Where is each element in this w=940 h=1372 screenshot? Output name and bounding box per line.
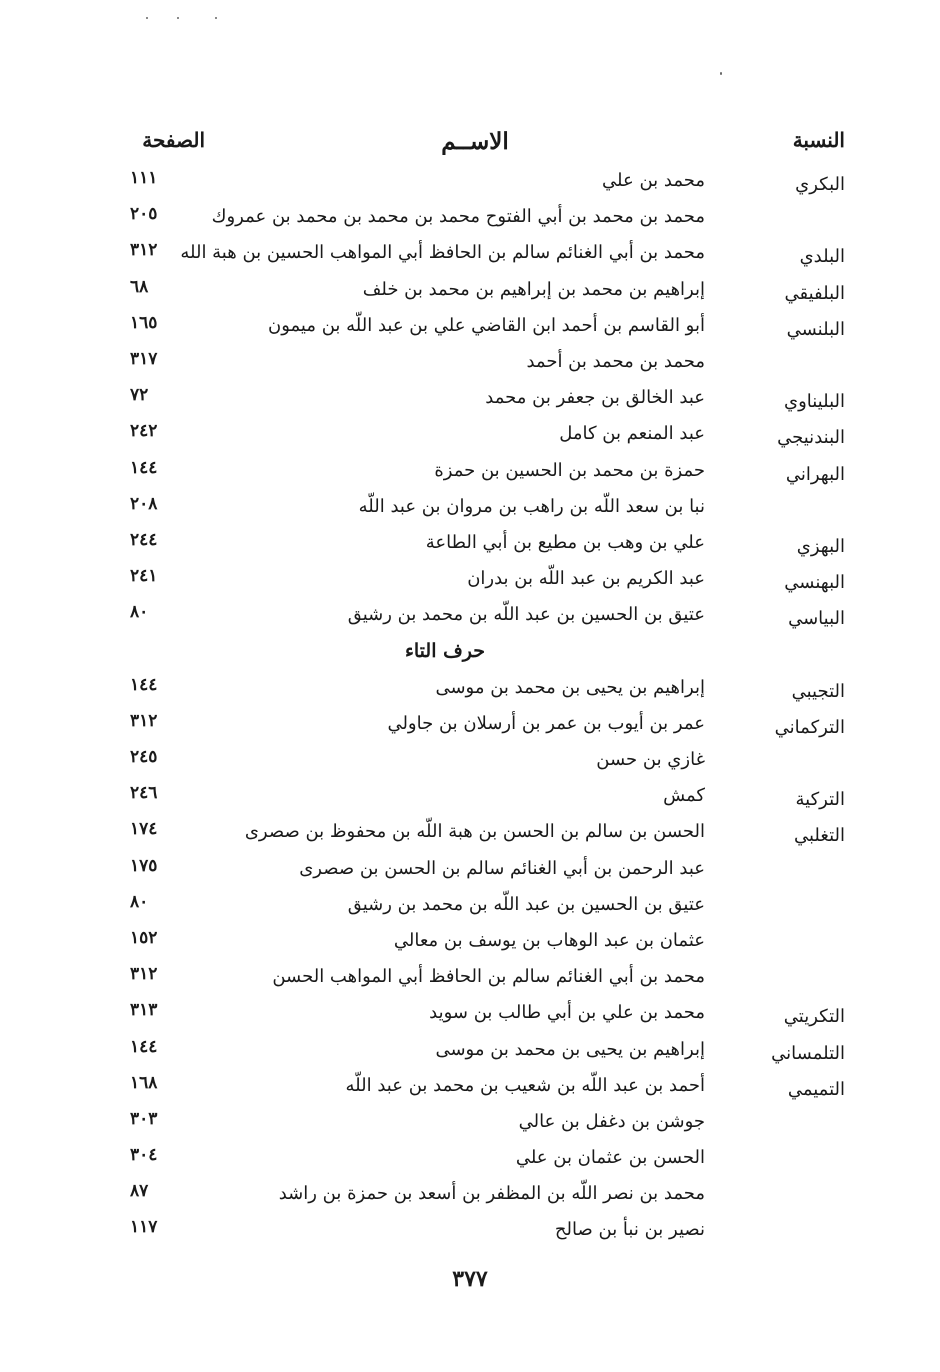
name-cell: إبراهيم بن يحيى بن محمد بن موسى	[435, 1038, 705, 1060]
name-cell: محمد بن علي	[602, 170, 705, 191]
name-cell: عتيق بن الحسين بن عبد اللّه بن محمد بن رشيق	[347, 604, 705, 626]
page-cell: ٣٠٤	[130, 1145, 158, 1166]
table-row	[100, 890, 845, 926]
nisba-cell: البهنسي	[784, 572, 845, 594]
page-cell: ١١١	[130, 168, 158, 188]
table-row	[100, 166, 845, 202]
name-cell: عبد المنعم بن كامل	[559, 423, 705, 445]
page-cell: ٨٠	[130, 891, 149, 912]
table-row	[100, 492, 845, 528]
name-cell: الحسن بن سالم بن الحسن بن هبة اللّه بن محفوظ بن صصرى	[244, 821, 705, 843]
page-cell: ١٤٤	[130, 457, 158, 478]
header-nisba: النسبة	[792, 128, 845, 152]
page-cell: ١٥٢	[130, 927, 158, 948]
scan-speck	[177, 17, 179, 19]
header-name: الاســم	[441, 128, 509, 155]
name-cell: أحمد بن عبد اللّه بن شعيب بن محمد بن عبد اللّه	[345, 1074, 705, 1096]
table-row	[100, 1035, 845, 1071]
scan-speck	[720, 72, 722, 75]
table-row	[100, 1215, 845, 1251]
page-cell: ١١٧	[130, 1217, 158, 1238]
page-number: ٣٧٧	[452, 1266, 488, 1292]
section-heading-row	[100, 636, 845, 672]
nisba-cell: التجيبي	[791, 680, 845, 702]
table-row	[100, 238, 845, 274]
nisba-cell: البندنيجي	[777, 427, 845, 449]
nisba-cell: التغلبي	[794, 825, 845, 847]
name-cell: عبد الخالق بن جعفر بن محمد	[485, 387, 705, 409]
nisba-cell: البكري	[795, 174, 845, 195]
page-cell: ٢٤٥	[130, 747, 158, 767]
page-cell: ٢٤٤	[130, 529, 158, 550]
name-cell: غازي بن حسن	[596, 749, 705, 770]
page-cell: ٢٤٦	[130, 783, 158, 804]
name-cell: الحسن بن عثمان بن علي	[515, 1147, 705, 1169]
table-row	[100, 962, 845, 998]
page-cell: ٣١٢	[130, 240, 158, 261]
nisba-cell: التلمساني	[771, 1042, 845, 1064]
nisba-cell: البلدي	[799, 246, 845, 268]
page-cell: ٣١٧	[130, 348, 158, 369]
page-cell: ١٧٥	[130, 855, 158, 876]
nisba-cell: التكريتي	[783, 1006, 845, 1028]
index-table	[100, 166, 845, 1252]
name-cell: عتيق بن الحسين بن عبد اللّه بن محمد بن رشيق	[347, 893, 705, 915]
scan-speck	[146, 17, 148, 19]
header-page: الصفحة	[142, 128, 205, 152]
nisba-cell: البهراني	[785, 463, 845, 485]
section-title: حرف التاء	[404, 640, 486, 663]
nisba-cell: البليناوي	[783, 391, 845, 413]
page-cell: ١٦٥	[130, 312, 158, 333]
name-cell: جوشن بن دغفل بن عالي	[518, 1110, 705, 1132]
name-cell: عبد الرحمن بن أبي الغنائم سالم بن الحسن بن صصرى	[299, 857, 705, 879]
page-cell: ٢٤١	[130, 566, 158, 587]
page-cell: ٣١٢	[130, 710, 158, 731]
nisba-cell: التركية	[795, 789, 845, 811]
name-cell: محمد بن محمد بن أبي الفتوح محمد بن محمد بن محمد بن عمروك	[211, 206, 705, 228]
table-row	[100, 311, 845, 347]
name-cell: نصير بن نبأ بن صالح	[554, 1219, 705, 1241]
name-cell: محمد بن نصر اللّه بن المظفر بن أسعد بن حمزة بن راشد	[278, 1183, 705, 1205]
table-row	[100, 202, 845, 238]
page-cell: ٣١٢	[130, 964, 158, 985]
page-cell: ٨٧	[130, 1181, 149, 1202]
name-cell: محمد بن أبي الغنائم سالم بن الحافظ أبي المواهب الحسين بن هبة الله	[180, 242, 705, 264]
table-row	[100, 383, 845, 419]
name-cell: محمد بن محمد بن أحمد	[526, 350, 705, 372]
table-row	[100, 528, 845, 564]
table-row	[100, 817, 845, 853]
name-cell: محمد بن أبي الغنائم سالم بن الحافظ أبي المواهب الحسن	[272, 966, 705, 988]
name-cell: إبراهيم بن محمد بن إبراهيم بن محمد بن خلف	[362, 278, 705, 300]
nisba-cell: البلنسي	[786, 318, 845, 340]
table-row	[100, 1071, 845, 1107]
name-cell: علي بن وهب بن مطيع بن أبي الطاعة	[425, 531, 705, 553]
nisba-cell: البياسي	[788, 608, 845, 630]
name-cell: كمش	[663, 785, 705, 807]
nisba-cell: التركماني	[774, 716, 845, 738]
name-cell: إبراهيم بن يحيى بن محمد بن موسى	[435, 676, 705, 698]
name-cell: عثمان بن عبد الوهاب بن يوسف بن معالي	[393, 929, 705, 951]
page-cell: ٣١٣	[130, 1000, 158, 1021]
table-row	[100, 745, 845, 781]
page-cell: ١٦٨	[130, 1072, 158, 1093]
table-row	[100, 419, 845, 455]
table-row	[100, 1107, 845, 1143]
table-row	[100, 926, 845, 962]
table-row	[100, 347, 845, 383]
table-row	[100, 709, 845, 745]
table-row	[100, 1143, 845, 1179]
nisba-cell: البلفيقي	[784, 282, 845, 304]
name-cell: عبد الكريم بن عبد اللّه بن بدران	[467, 568, 705, 590]
nisba-cell: التميمي	[787, 1078, 845, 1100]
name-cell: نبا بن سعد اللّه بن راهب بن مروان بن عبد اللّه	[358, 495, 705, 517]
page-cell: ٦٨	[130, 276, 149, 297]
page-cell: ١٧٤	[130, 819, 158, 840]
page-cell: ٢٤٢	[130, 421, 158, 442]
name-cell: محمد بن علي بن أبي طالب بن سويد	[429, 1002, 705, 1024]
table-row	[100, 854, 845, 890]
table-row	[100, 275, 845, 311]
page-cell: ١٤٤	[130, 674, 158, 695]
nisba-cell: البهزي	[796, 535, 845, 557]
column-header-row	[100, 128, 845, 168]
scan-speck	[215, 17, 217, 19]
page-cell: ٢٠٥	[130, 204, 158, 225]
table-row	[100, 673, 845, 709]
table-row	[100, 456, 845, 492]
table-row	[100, 998, 845, 1034]
table-row	[100, 600, 845, 636]
table-row	[100, 564, 845, 600]
page-cell: ٧٢	[130, 385, 149, 406]
name-cell: عمر بن أيوب بن عمر بن أرسلان بن جاولي	[387, 712, 705, 734]
page-cell: ١٤٤	[130, 1036, 158, 1057]
page-cell: ٣٠٣	[130, 1108, 158, 1129]
name-cell: أبو القاسم بن أحمد ابن القاضي علي بن عبد اللّه بن ميمون	[268, 314, 705, 336]
table-row	[100, 1179, 845, 1215]
page-cell: ٨٠	[130, 602, 149, 623]
name-cell: حمزة بن محمد بن الحسين بن حمزة	[434, 459, 705, 481]
page-cell: ٢٠٨	[130, 493, 158, 514]
table-row	[100, 781, 845, 817]
